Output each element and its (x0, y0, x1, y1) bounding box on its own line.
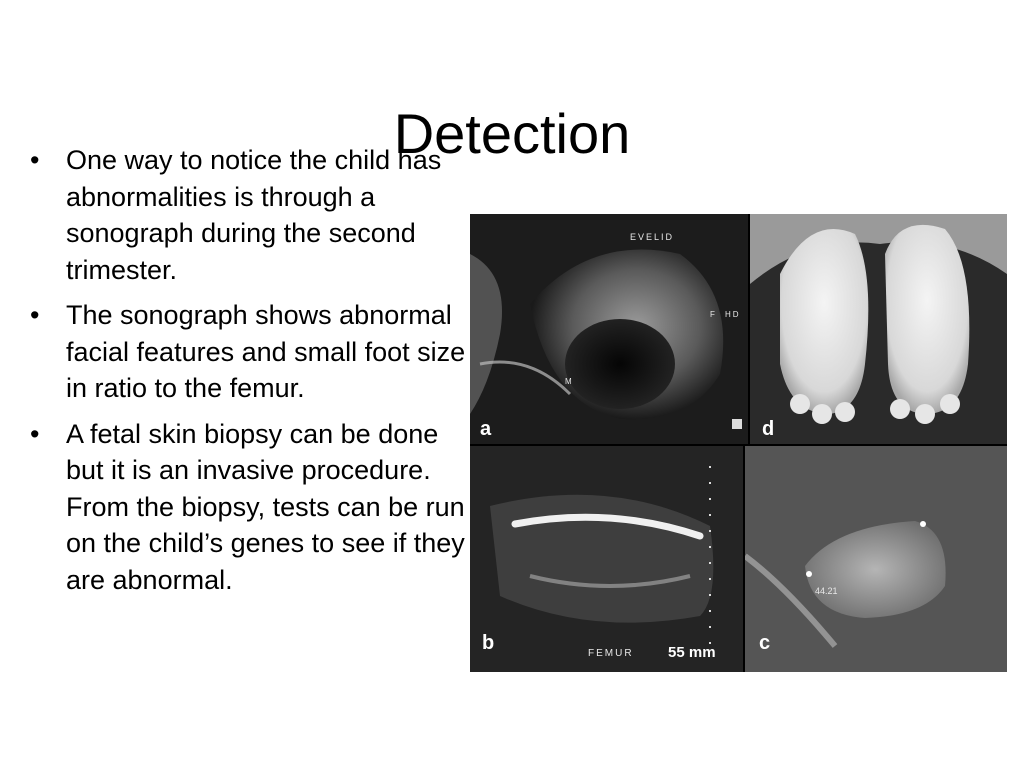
face-ultrasound-image (470, 214, 748, 444)
foot-ultrasound-image (745, 446, 1007, 672)
panel-c-letter: c (759, 632, 771, 654)
panel-a-letter: a (480, 418, 492, 440)
bullet-marker: • (30, 418, 40, 449)
bullet-list (26, 142, 466, 607)
panel-c-foot-ultrasound (745, 446, 1007, 672)
panel-b-femur-ultrasound (470, 446, 743, 672)
eyelid-label: EVELID (630, 232, 675, 242)
bullet-text: One way to notice the child has abnormalities is through a sonograph during the second trimester. (66, 145, 442, 285)
foot-measurement: 44.21 (815, 586, 838, 596)
bullet-text: A fetal skin biopsy can be done but it is an invasive procedure. From the biopsy, tests can be run on the child’s genes to see if they are abnormal. (66, 418, 465, 595)
bullet-item (26, 142, 466, 288)
femur-label: FEMUR (588, 648, 634, 659)
slide-title: Detection (393, 101, 631, 165)
m-label: M (565, 377, 574, 386)
bullet-text: The sonograph shows abnormal facial features and small foot size in ratio to the femur. (66, 300, 466, 403)
feet-photo-image (750, 214, 1007, 444)
bullet-item (26, 416, 466, 599)
panel-a-face-ultrasound (470, 214, 748, 444)
f-label: F (710, 310, 717, 319)
femur-measurement: 55 mm (668, 644, 716, 661)
panel-d-feet-photo (750, 214, 1007, 444)
hd-label: HD (725, 310, 741, 319)
panel-d-letter: d (762, 418, 775, 440)
femur-ultrasound-image (470, 446, 743, 672)
bullet-marker: • (30, 300, 40, 330)
bullet-marker: • (30, 145, 40, 175)
panel-b-letter: b (482, 632, 495, 654)
ultrasound-figure (470, 214, 1007, 672)
bullet-item (26, 297, 466, 407)
